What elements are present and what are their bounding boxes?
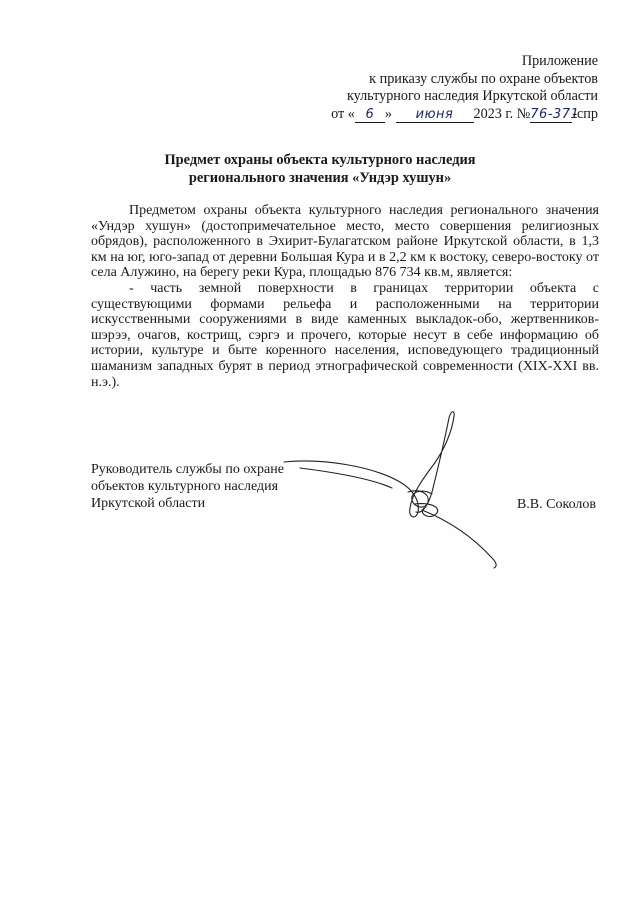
- signatory-position-line-3: Иркутской области: [91, 496, 206, 511]
- date-month-field: [396, 107, 474, 123]
- appendix-agency-line: культурного наследия Иркутской области: [346, 88, 598, 105]
- appendix-order-line: к приказу службы по охране объектов: [369, 70, 598, 87]
- date-month-value: июня: [415, 106, 454, 122]
- date-prefix: от «: [331, 105, 355, 122]
- order-number-value: 76-371: [530, 106, 580, 122]
- appendix-header: [331, 53, 598, 123]
- appendix-title: Приложение: [521, 53, 598, 69]
- date-year-text: 2023 г. №: [473, 105, 531, 122]
- title-line-2: регионального значения «Ундэр хушун»: [188, 170, 452, 186]
- date-day-field: [355, 107, 385, 123]
- appendix-date-line: [331, 106, 598, 124]
- signatory-position-line-1: Руководитель службы по охране: [91, 462, 284, 477]
- handwritten-signature: [282, 408, 502, 578]
- body-paragraph: Предметом охраны объекта культурного наследия регионального значения «Ундэр хушун» (достопримечательное место, место совершения религиозных обрядов), расположенного в Эхирит-Булагатском районе Иркутской области, в 1,3 км на юг, юго-запад от деревни Большая Кура и в 2,2 км к востоку, северо-востоку от села Алужино, на берегу реки Кура, площадью 876 734 кв.м, является:: [91, 203, 599, 281]
- document-body: [91, 203, 599, 390]
- body-list-item: - часть земной поверхности в границах территории объекта с существующими формами рельефа и расположенными на территории искусственными сооружениями в виде каменных выкладок-обо, жертвенников-шэрээ, очагов, кострищ, сэргэ и прочего, которые несут в себе информацию об истории, культуре и быте коренного населения, исповедующего традиционный шаманизм западных бурят в период этнографической современности (XIX-XXI вв. н.э.).: [91, 280, 599, 390]
- signatory-position: [91, 461, 284, 512]
- order-number-field: [530, 106, 580, 123]
- signatory-name: В.В. Соколов: [516, 497, 596, 512]
- signatory-position-line-2: объектов культурного наследия: [91, 479, 279, 494]
- date-day-close: »: [384, 105, 392, 122]
- date-day-value: 6: [365, 106, 375, 122]
- title-line-1: Предмет охраны объекта культурного наследия: [164, 152, 476, 168]
- document-title: [0, 151, 640, 187]
- order-number-suffix: -спр: [572, 105, 598, 122]
